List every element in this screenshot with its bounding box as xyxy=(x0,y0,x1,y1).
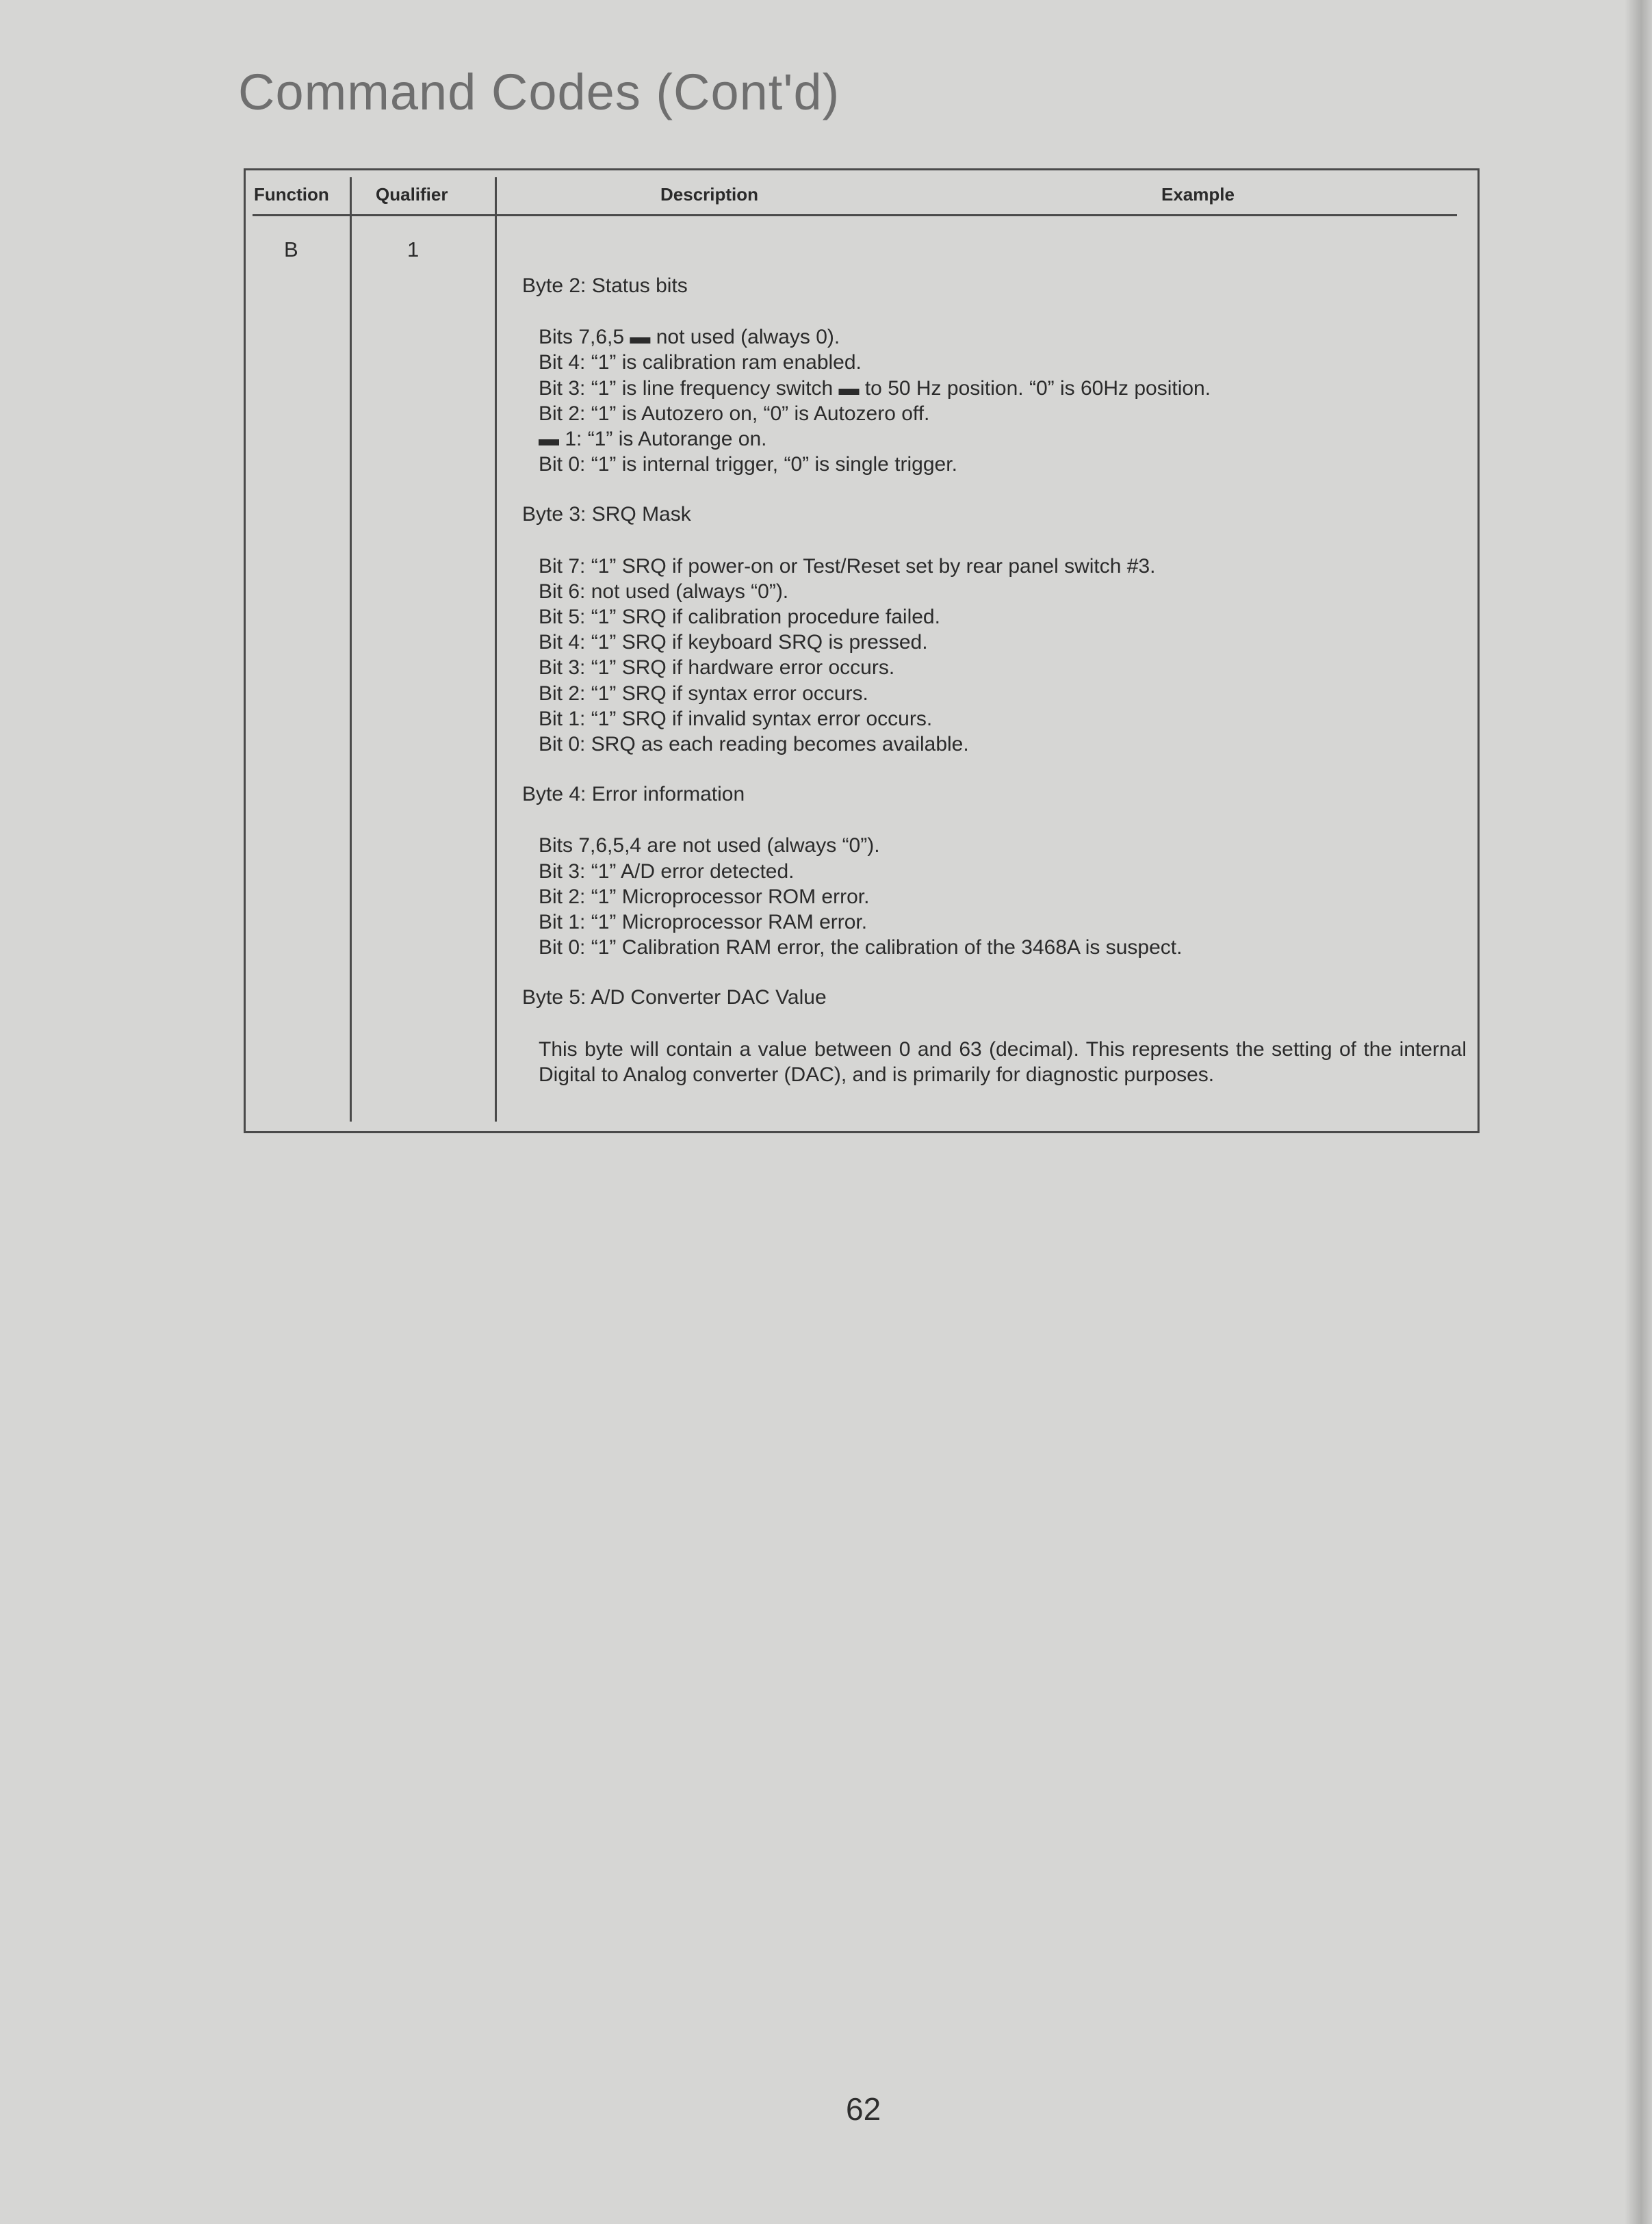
dac-paragraph: This byte will contain a value between 0 and 63 (decimal). This represents the setting of the internal Digital to Analog converter (DAC), and is primarily for diagnostic purposes. xyxy=(539,1037,1467,1086)
header-example: Example xyxy=(1161,184,1235,205)
bit-line: Bit 3: “1” is line frequency switch ▬ to 50 Hz position. “0” is 60Hz position. xyxy=(539,376,1211,400)
page-title: Command Codes (Cont'd) xyxy=(238,64,840,120)
bit-line: Bit 0: “1” is internal trigger, “0” is single trigger. xyxy=(539,453,957,476)
bit-line: Bit 2: “1” Microprocessor ROM error. xyxy=(539,885,870,908)
command-table xyxy=(244,168,1480,1133)
bit-line: Bit 5: “1” SRQ if calibration procedure failed. xyxy=(539,606,940,629)
header-description: Description xyxy=(660,184,759,205)
column-divider xyxy=(495,177,497,1122)
header-function: Function xyxy=(254,184,329,205)
bit-list xyxy=(539,324,1467,477)
bit-line: Bit 4: “1” is calibration ram enabled. xyxy=(539,351,862,374)
bit-line: Bit 1: “1” SRQ if invalid syntax error occurs. xyxy=(539,707,933,730)
bit-line: Bit 0: “1” Calibration RAM error, the calibration of the 3468A is suspect. xyxy=(539,936,1183,959)
bit-line: Bit 0: SRQ as each reading becomes available. xyxy=(539,733,969,756)
function-cell: B xyxy=(284,237,298,261)
section-title: Byte 2: Status bits xyxy=(522,274,688,297)
bit-line: Bits 7,6,5,4 are not used (always “0”). xyxy=(539,834,880,857)
bit-line: Bit 3: “1” SRQ if hardware error occurs. xyxy=(539,656,895,680)
column-divider xyxy=(350,177,352,1122)
section-title: Byte 4: Error information xyxy=(522,783,745,806)
section-title: Byte 3: SRQ Mask xyxy=(522,503,691,526)
bit-line: Bit 3: “1” A/D error detected. xyxy=(539,859,795,883)
header-rule xyxy=(253,214,1457,216)
qualifier-cell: 1 xyxy=(407,237,420,261)
bit-line: Bit 6: not used (always “0”). xyxy=(539,580,789,603)
bit-line: Bit 7: “1” SRQ if power-on or Test/Reset set by rear panel switch #3. xyxy=(539,554,1156,578)
bit-line: Bit 1: “1” Microprocessor RAM error. xyxy=(539,911,868,934)
bit-list xyxy=(539,833,1467,960)
bit-line: Bits 7,6,5 ▬ not used (always 0). xyxy=(539,326,840,349)
bit-line: Bit 2: “1” is Autozero on, “0” is Autozero off. xyxy=(539,402,930,425)
page-number: 62 xyxy=(846,2091,881,2127)
bit-line: Bit 2: “1” SRQ if syntax error occurs. xyxy=(539,682,868,705)
header-qualifier: Qualifier xyxy=(376,184,448,205)
binding-shadow xyxy=(1625,0,1652,2224)
bit-line: Bit 4: “1” SRQ if keyboard SRQ is pressed. xyxy=(539,631,928,654)
bit-list xyxy=(539,554,1467,758)
description-cell xyxy=(522,273,1467,1087)
bit-line: ▬ 1: “1” is Autorange on. xyxy=(539,428,767,451)
section-title: Byte 5: A/D Converter DAC Value xyxy=(522,986,827,1009)
